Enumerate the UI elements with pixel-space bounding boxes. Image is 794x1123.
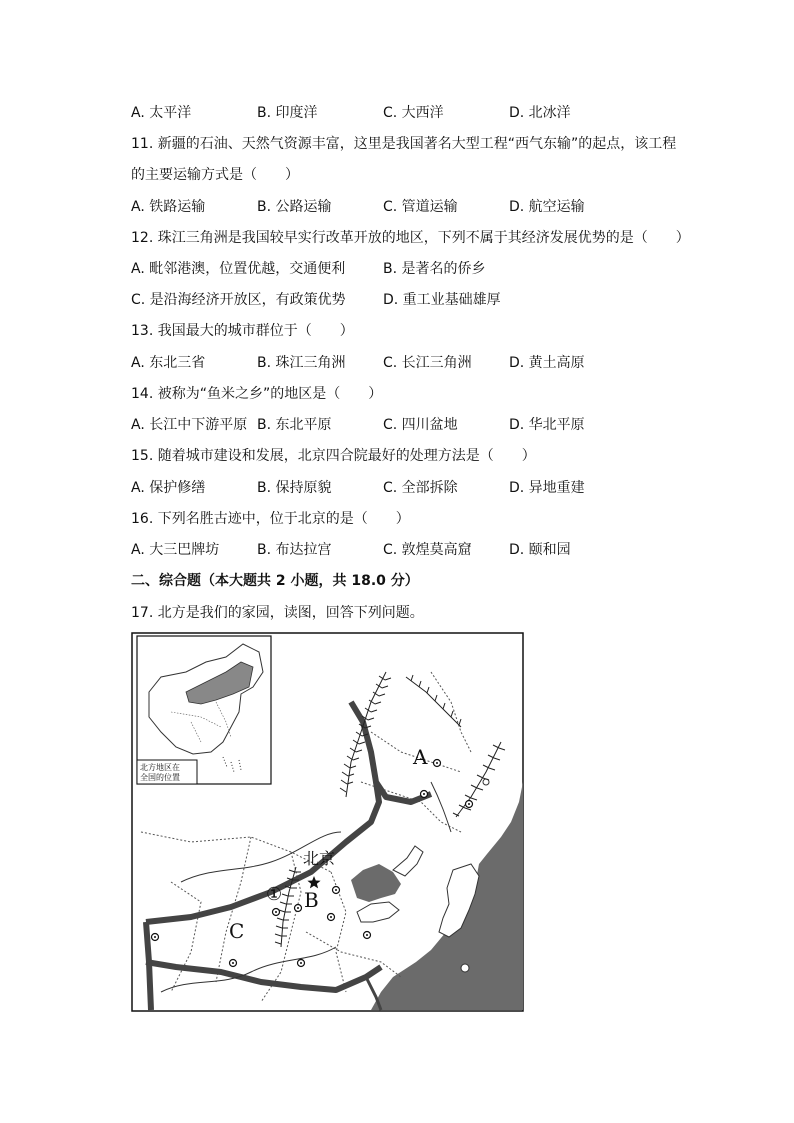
q12-option-a: A. 毗邻港澳，位置优越，交通便利 [131, 261, 346, 277]
q16-option-d: D. 颐和园 [509, 542, 571, 558]
q11-option-a: A. 铁路运输 [131, 199, 206, 215]
q13-option-a: A. 东北三省 [131, 355, 206, 371]
q14-option-a: A. 长江中下游平原 [131, 417, 248, 433]
q15-stem: 15. 随着城市建设和发展，北京四合院最好的处理方法是（ ） [131, 448, 536, 464]
q14-option-c: C. 四川盆地 [383, 417, 458, 433]
q11-option-c: C. 管道运输 [383, 199, 458, 215]
q15-option-d: D. 异地重建 [509, 480, 585, 496]
q15-option-a: A. 保护修缮 [131, 480, 206, 496]
q12-option-c: C. 是沿海经济开放区，有政策优势 [131, 292, 346, 308]
inset-caption-line1: 北方地区在 [140, 763, 180, 772]
q11-stem-line1: 11. 新疆的石油、天然气资源丰富，这里是我国著名大型工程“西气东输”的起点，该工程 [131, 136, 677, 152]
q10-option-a: A. 太平洋 [131, 105, 192, 121]
q16-stem: 16. 下列名胜古迹中，位于北京的是（ ） [131, 511, 410, 527]
label-b: B [304, 888, 319, 912]
q15-option-c: C. 全部拆除 [383, 480, 458, 496]
q14-option-d: D. 华北平原 [509, 417, 585, 433]
q13-option-d: D. 黄土高原 [509, 355, 585, 371]
island [461, 964, 469, 972]
q16-option-c: C. 敦煌莫高窟 [383, 542, 472, 558]
q16-option-a: A. 大三巴牌坊 [131, 542, 220, 558]
q14-stem: 14. 被称为“鱼米之乡”的地区是（ ） [131, 386, 383, 402]
q13-option-c: C. 长江三角洲 [383, 355, 472, 371]
q10-option-c: C. 大西洋 [383, 105, 444, 121]
q12-stem: 12. 珠江三角洲是我国较早实行改革开放的地区，下列不属于其经济发展优势的是（ ） [131, 230, 690, 246]
q12-option-b: B. 是著名的侨乡 [383, 261, 486, 277]
q11-option-d: D. 航空运输 [509, 199, 585, 215]
label-c: C [229, 919, 245, 943]
q16-option-b: B. 布达拉宫 [257, 542, 332, 558]
q10-option-d: D. 北冰洋 [509, 105, 571, 121]
q15-option-b: B. 保持原貌 [257, 480, 332, 496]
q13-option-b: B. 珠江三角洲 [257, 355, 346, 371]
q14-option-b: B. 东北平原 [257, 417, 332, 433]
q17-stem: 17. 北方是我们的家园，读图，回答下列问题。 [131, 605, 424, 621]
q11-option-b: B. 公路运输 [257, 199, 332, 215]
label-circle-1: ① [266, 884, 283, 905]
q11-stem-line2: 的主要运输方式是（ ） [131, 167, 299, 183]
section-heading: 二、综合题（本大题共 2 小题，共 18.0 分） [131, 573, 419, 589]
q13-stem: 13. 我国最大的城市群位于（ ） [131, 323, 354, 339]
inset-caption-line2: 全国的位置 [140, 773, 180, 782]
label-a: A [413, 745, 428, 769]
label-beijing: 北京 [303, 849, 336, 868]
inset-map [137, 636, 271, 784]
north-china-map [131, 632, 524, 1012]
q10-option-b: B. 印度洋 [257, 105, 318, 121]
map-svg [131, 632, 524, 1012]
q12-option-d: D. 重工业基础雄厚 [383, 292, 501, 308]
